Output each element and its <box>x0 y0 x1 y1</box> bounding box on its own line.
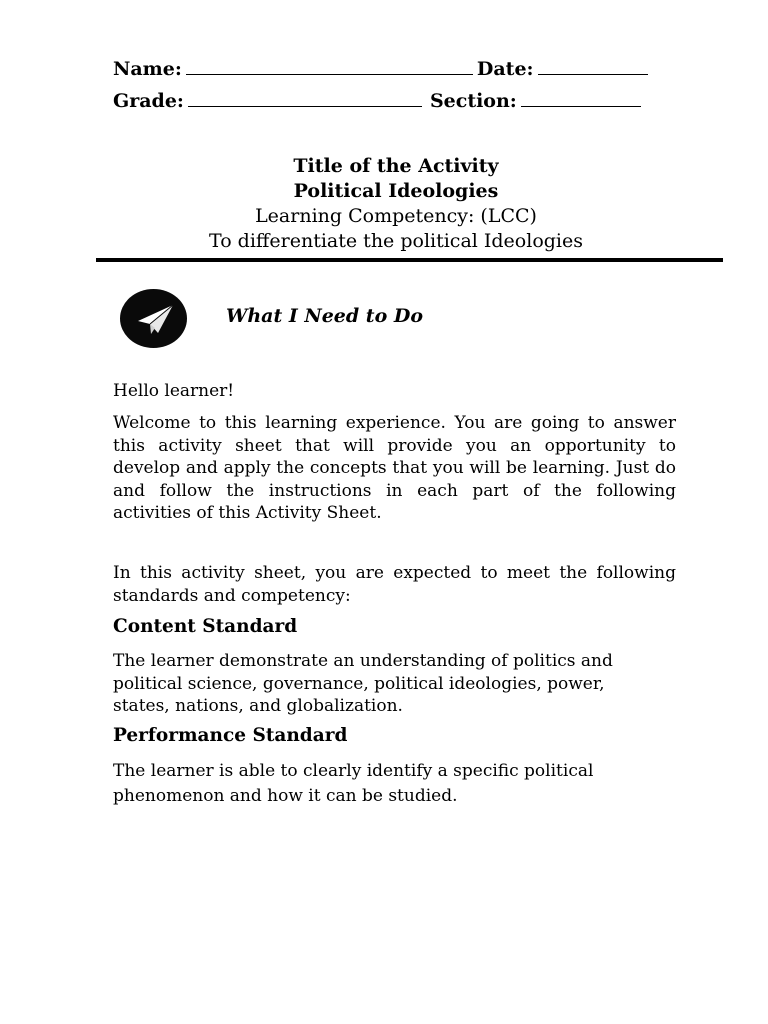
topic-title: Political Ideologies <box>293 180 499 202</box>
competency-label: Learning Competency: (LCC) <box>255 205 537 227</box>
name-field[interactable] <box>186 74 473 75</box>
section-label: Section: <box>429 90 517 112</box>
competency-text: To differentiate the political Ideologies <box>209 230 583 252</box>
greeting-text: Hello learner! <box>113 381 235 401</box>
content-standard-text: The learner demonstrate an understanding of politics and political science, governance, political ideologies, power, states, nations, and globalization. <box>113 651 613 716</box>
what-i-need-heading: What I Need to Do <box>226 305 424 327</box>
performance-standard-text: The learner is able to clearly identify a specific political phenomenon and how it can be studied. <box>113 761 594 806</box>
name-label: Name: <box>113 58 182 80</box>
date-field[interactable] <box>538 74 648 75</box>
name-date-row <box>113 54 673 80</box>
grade-field[interactable] <box>188 106 422 107</box>
title-block <box>96 154 696 254</box>
date-label: Date: <box>476 58 534 80</box>
expectation-paragraph: In this activity sheet, you are expected to meet the following standards and competency: <box>113 563 676 606</box>
grade-section-row <box>113 86 673 112</box>
grade-label: Grade: <box>113 90 184 112</box>
content-standard-heading: Content Standard <box>113 616 298 637</box>
paper-plane-icon <box>120 289 187 348</box>
title-divider <box>96 258 723 262</box>
welcome-paragraph: Welcome to this learning experience. You are going to answer this activity sheet that will provide you an opportunity to develop and apply the concepts that you will be learning. Just do and follow the instructions in each part of the following activities of this Activity Sheet. <box>113 413 676 523</box>
section-field[interactable] <box>521 106 641 107</box>
activity-title: Title of the Activity <box>293 155 499 177</box>
performance-standard-heading: Performance Standard <box>113 725 348 746</box>
